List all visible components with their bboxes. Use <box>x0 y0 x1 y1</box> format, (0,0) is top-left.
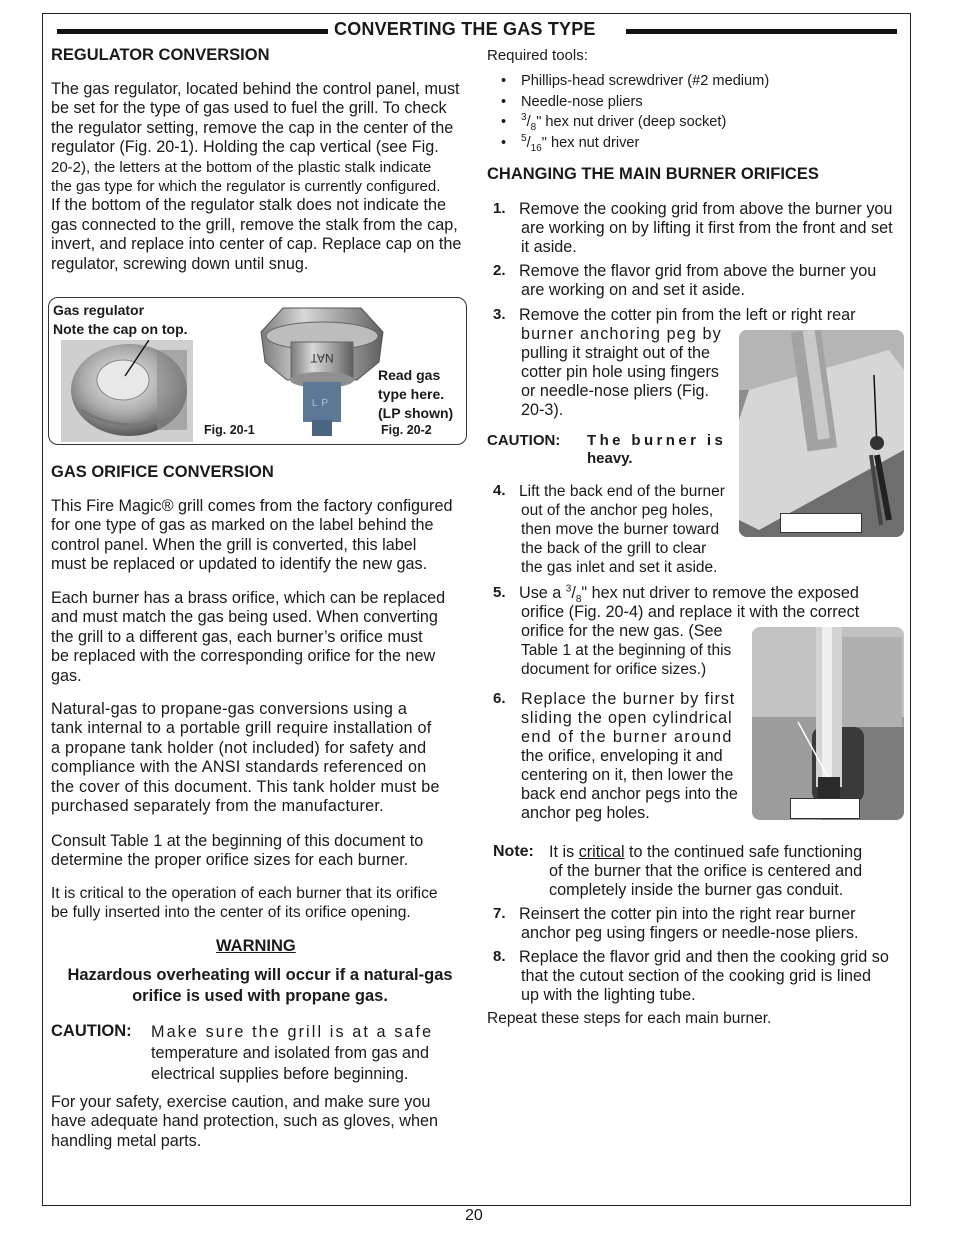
text-line: and must match the gas being used. When converting <box>51 608 438 627</box>
figure-label-line1: Gas regulator <box>53 302 145 318</box>
text-line: the orifice, enveloping it and <box>521 747 723 765</box>
step-number: 3. <box>493 306 506 323</box>
text-line: completely inside the burner gas conduit. <box>549 881 844 899</box>
text-line: that the cutout section of the cooking grid is lined <box>521 967 872 985</box>
tool-item <box>487 92 907 113</box>
text-line: It is critical to the operation of each burner that its orifice <box>51 885 438 902</box>
read-gas-line2: type here. <box>378 386 445 402</box>
text-line: Remove the cooking grid from above the burner you <box>519 200 893 218</box>
orifice-para3 <box>51 700 469 816</box>
text-line: out of the anchor peg holes, <box>521 502 714 519</box>
burner-caution-label: CAUTION: <box>487 432 561 449</box>
text-line: pulling it straight out of the <box>521 344 710 362</box>
text-line: are working on and set it aside. <box>521 281 746 299</box>
orifice-para1 <box>51 497 469 575</box>
text-line: the back of the grill to clear <box>521 540 707 557</box>
step-8-text <box>521 948 904 1005</box>
text-line: gas connected to the grill, remove the stalk from the cap, <box>51 215 458 234</box>
orifice-photo <box>752 627 904 820</box>
text-line: determine the proper orifice sizes for each burner. <box>51 851 409 870</box>
figure-label-line2: Note the cap on top. <box>53 321 188 337</box>
text-line: regulator (Fig. 20-1). Holding the cap vertical (see Fig. <box>51 138 439 157</box>
text-line: If the bottom of the regulator stalk does not indicate the <box>51 196 447 215</box>
fig-20-2-caption: Fig. 20-2 <box>381 423 432 437</box>
text-line: the regulator setting, remove the cap in the center of the <box>51 118 454 137</box>
text-line: burner anchoring peg by <box>521 325 722 343</box>
tool-item: • $^5/_{16}$" hex nut driver <box>487 133 907 154</box>
text-line: regulator, screwing down until snug. <box>51 254 309 273</box>
page-number: 20 <box>465 1207 483 1224</box>
step-number: 1. <box>493 200 506 217</box>
fraction-num: 3 <box>565 583 572 595</box>
text-line: invert, and replace into center of cap. Replace cap on the <box>51 235 462 254</box>
burner-peg-photo <box>739 330 904 537</box>
step-number: 2. <box>493 262 506 279</box>
text-line: then move the burner toward <box>521 521 720 538</box>
text-line: purchased separately from the manufacturer. <box>51 797 384 816</box>
text-line: Replace the flavor grid and then the cooking grid so <box>519 948 889 966</box>
tool-label: " hex nut driver (deep socket) <box>536 114 727 130</box>
regulator-text <box>51 80 469 274</box>
burner-heading: CHANGING THE MAIN BURNER ORIFICES <box>487 165 819 183</box>
text-line: anchor peg holes. <box>521 804 650 822</box>
text-line: be replaced with the corresponding orifice for the new <box>51 647 436 666</box>
step-1-text <box>521 200 904 257</box>
burner-caution-line2: heavy. <box>587 450 633 467</box>
text-line: must be replaced or updated to identify the new gas. <box>51 555 428 574</box>
text-line: gas. <box>51 666 82 685</box>
text-line: control panel. When the grill is converted, this label <box>51 535 417 554</box>
step-number: 4. <box>493 482 506 499</box>
orifice-para5 <box>51 884 469 923</box>
caution-label: CAUTION: <box>51 1022 132 1040</box>
read-gas-line1: Read gas <box>378 367 441 383</box>
step-6-text <box>521 690 747 823</box>
tools-intro: Required tools: <box>487 47 588 64</box>
text-line: The gas regulator, located behind the control panel, must <box>51 80 460 98</box>
repeat-text: Repeat these steps for each main burner. <box>487 1010 772 1027</box>
fig-20-4-label <box>790 798 860 819</box>
text-line: it aside. <box>521 238 577 256</box>
safety-text <box>51 1093 469 1151</box>
text-line: Use a $^3/_8$" hex nut driver to remove the exposed <box>519 583 859 606</box>
fig-20-3-label <box>780 513 862 533</box>
orifice-para2 <box>51 589 469 686</box>
fraction-num: 5 <box>521 132 527 144</box>
warning-title: WARNING <box>216 937 296 955</box>
step-2-text <box>521 262 904 300</box>
text-fragment: It is <box>549 843 579 861</box>
text-line: document for orifice sizes.) <box>521 661 707 678</box>
fraction-num: 3 <box>521 112 527 124</box>
critical-underlined: critical <box>578 843 625 861</box>
text-line: end of the burner around <box>521 728 733 746</box>
tool-label: Phillips-head screwdriver (#2 medium) <box>521 73 770 89</box>
text-line: the gas type for which the regulator is currently configured. <box>51 178 441 196</box>
text-line: orifice (Fig. 20-4) and replace it with the correct <box>521 603 860 621</box>
text-line: a propane tank holder (not included) for safety and <box>51 738 427 757</box>
text-line: temperature and isolated from gas and <box>151 1044 430 1062</box>
warning-line1: Hazardous overheating will occur if a natural-gas <box>67 966 453 984</box>
warning-line2: orifice is used with propane gas. <box>132 987 388 1005</box>
text-line: This Fire Magic® grill comes from the factory configured <box>51 497 453 515</box>
regulator-figure-box <box>48 297 467 445</box>
tool-label: " hex nut driver <box>541 134 640 151</box>
text-fragment: " hex nut driver to remove the exposed <box>581 584 859 602</box>
text-line: Remove the cotter pin from the left or right rear <box>519 306 856 324</box>
text-line: are working on by lifting it first from the front and set <box>521 219 893 237</box>
text-line: handling metal parts. <box>51 1131 202 1150</box>
burner-caution-line1: The burner is <box>587 432 727 449</box>
text-line: Each burner has a brass orifice, which can be replaced <box>51 589 446 607</box>
text-line: the gas inlet and set it aside. <box>521 559 718 576</box>
note-text <box>549 843 890 900</box>
header-rule-left <box>57 29 328 34</box>
note-label: Note: <box>493 843 534 860</box>
stalk-lp-text: LP <box>311 398 333 409</box>
read-gas-line3: (LP shown) <box>378 405 454 421</box>
text-line: have adequate hand protection, such as gloves, when <box>51 1112 438 1131</box>
step-7-text <box>521 905 904 943</box>
step-number: 5. <box>493 584 506 601</box>
tools-list <box>487 71 907 153</box>
section-title: CONVERTING THE GAS TYPE <box>334 19 596 39</box>
text-line: be fully inserted into the center of its orifice opening. <box>51 904 411 922</box>
text-line: Lift the back end of the burner <box>519 483 725 500</box>
tool-item <box>487 71 907 92</box>
step-number: 7. <box>493 905 506 922</box>
text-fragment: to the continued safe functioning <box>624 843 863 861</box>
text-line: for one type of gas as marked on the label behind the <box>51 516 434 535</box>
step-4-text <box>521 482 741 577</box>
text-line: compliance with the ANSI standards referenced on <box>51 758 427 777</box>
text-line: Make sure the grill is at a safe <box>151 1023 434 1041</box>
text-line: 20-3). <box>521 401 564 419</box>
regulator-photo <box>61 340 193 442</box>
text-line: of the burner that the orifice is centered and <box>549 862 863 880</box>
text-line: centering on it, then lower the <box>521 766 734 784</box>
text-line: Remove the flavor grid from above the burner you <box>519 262 877 280</box>
text-line: up with the lighting tube. <box>521 986 696 1004</box>
text-line: electrical supplies before beginning. <box>151 1065 409 1083</box>
step-number: 8. <box>493 948 506 965</box>
text-line: anchor peg using fingers or needle-nose pliers. <box>521 924 859 942</box>
text-fragment: Use a <box>519 584 566 602</box>
text-line: the cover of this document. This tank holder must be <box>51 777 440 796</box>
text-line: Consult Table 1 at the beginning of this document to <box>51 832 424 850</box>
fraction-den: 8 <box>575 594 582 606</box>
regulator-cap-photo <box>257 302 387 440</box>
orifice-para4 <box>51 832 469 871</box>
tool-label: Needle-nose pliers <box>521 93 643 110</box>
text-line: orifice for the new gas. (See <box>521 622 723 640</box>
text-line: the grill to a different gas, each burner’s orifice must <box>51 627 423 646</box>
header-rule-right <box>626 29 897 34</box>
text-line: be set for the type of gas used to fuel the grill. To check <box>51 99 447 118</box>
text-line: cotter pin hole using fingers <box>521 363 719 381</box>
text-line: back end anchor pegs into the <box>521 785 738 803</box>
caution-text <box>151 1022 457 1085</box>
fig-20-1-caption: Fig. 20-1 <box>204 423 255 437</box>
text-line: For your safety, exercise caution, and make sure you <box>51 1093 431 1111</box>
fraction-den: 16 <box>530 142 542 154</box>
text-line: Replace the burner by first <box>521 690 736 708</box>
orifice-heading: GAS ORIFICE CONVERSION <box>51 463 274 481</box>
text-line: Reinsert the cotter pin into the right rear burner <box>519 905 856 923</box>
text-line: 20-2), the letters at the bottom of the plastic stalk indicate <box>51 158 432 176</box>
stalk-nat-text: NAT <box>310 351 334 365</box>
step-number: 6. <box>493 690 506 707</box>
text-line: Natural-gas to propane-gas conversions using a <box>51 700 408 718</box>
tool-item: • $^3/_8$" hex nut driver (deep socket) <box>487 112 907 133</box>
text-line: or needle-nose pliers (Fig. <box>521 382 710 400</box>
regulator-heading: REGULATOR CONVERSION <box>51 46 270 64</box>
text-line: Table 1 at the beginning of this <box>521 642 732 659</box>
text-line: tank internal to a portable grill require installation of <box>51 719 432 738</box>
text-line: sliding the open cylindrical <box>521 709 733 727</box>
fraction-den: 8 <box>530 121 537 133</box>
text-line <box>549 843 890 862</box>
